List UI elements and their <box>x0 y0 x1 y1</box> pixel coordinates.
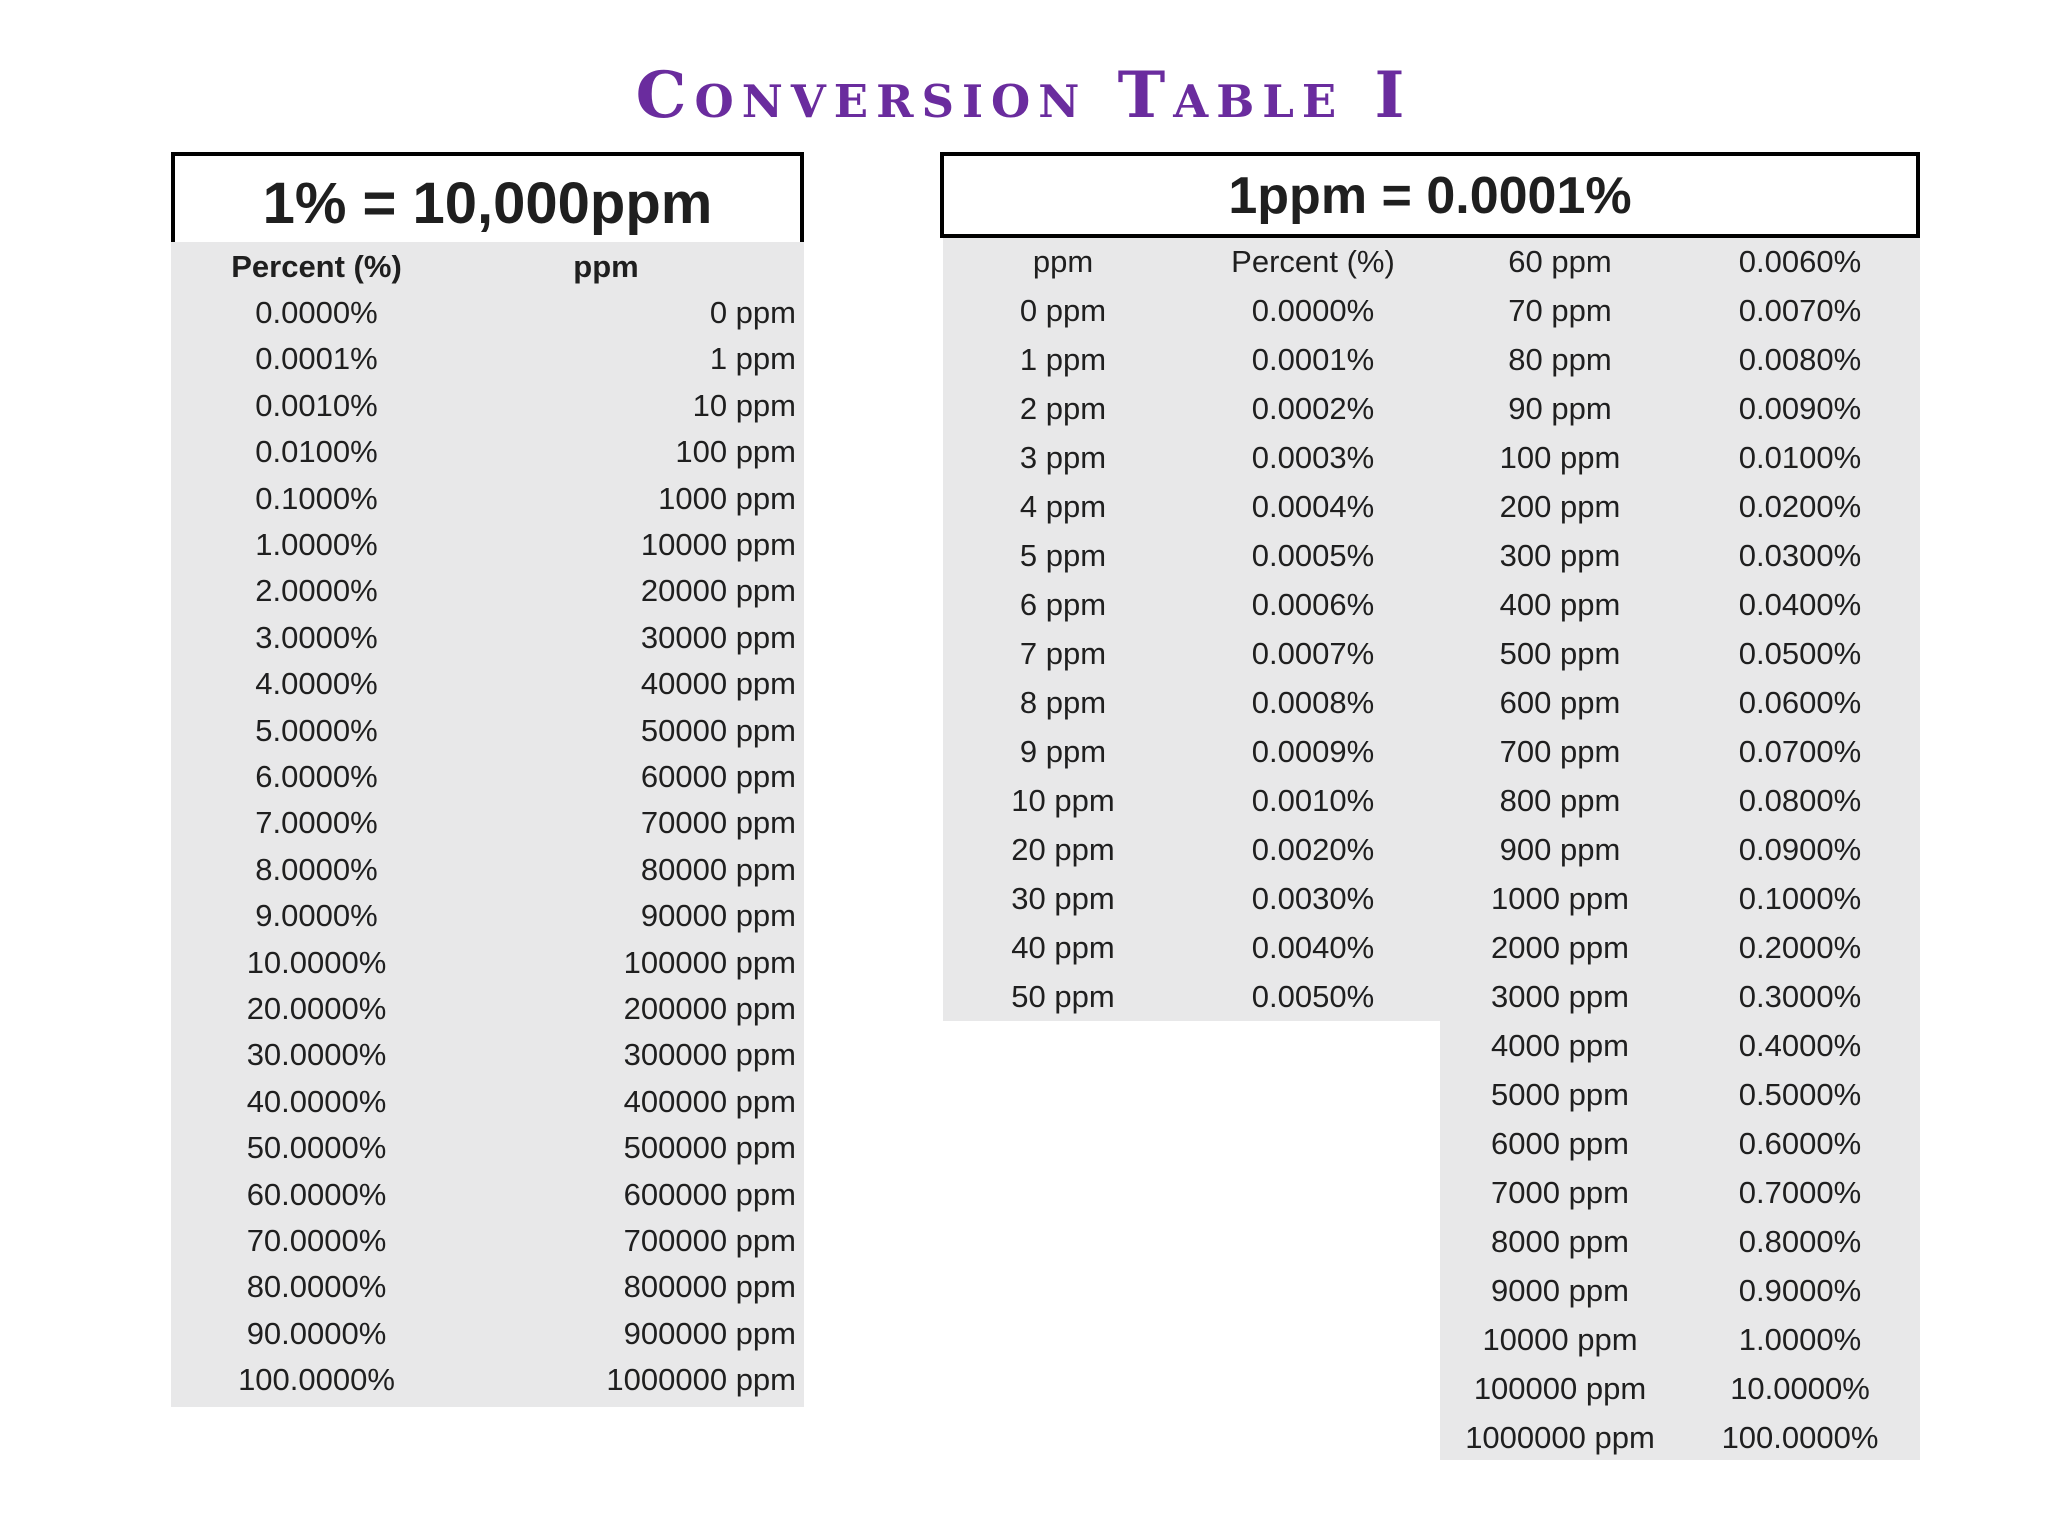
table-row <box>171 568 804 614</box>
ppm-cell: 2000 ppm <box>1491 930 1629 965</box>
percent-cell: 0.0000% <box>255 295 378 330</box>
ppm-cell: 1 ppm <box>709 341 796 377</box>
percent-cell: 0.1000% <box>1738 881 1862 916</box>
ppm-cell: 10000 ppm <box>640 527 796 562</box>
percent-cell: 7.0000% <box>255 805 378 841</box>
percent-cell: 0.0090% <box>1738 391 1862 426</box>
table-row <box>171 1079 804 1125</box>
ppm-cell: 900000 ppm <box>623 1315 796 1351</box>
percent-cell: 0.0005% <box>1251 538 1375 573</box>
percent-cell: 8.0000% <box>255 851 378 887</box>
ppm-cell: 500000 ppm <box>623 1130 796 1166</box>
ppm-cell: 100000 ppm <box>623 944 796 980</box>
ppm-cell: 0 ppm <box>1019 293 1107 328</box>
ppm-cell: 9 ppm <box>1019 734 1107 769</box>
ppm-cell: 20000 ppm <box>640 573 796 609</box>
ppm-cell: 10000 ppm <box>1482 1322 1638 1357</box>
percent-cell: 1.0000% <box>1738 1322 1862 1357</box>
percent-cell: 60.0000% <box>246 1176 387 1212</box>
table-row <box>171 290 804 336</box>
percent-cell: 0.0001% <box>1251 342 1375 377</box>
percent-cell: 0.0000% <box>1251 293 1375 328</box>
ppm-cell: 60000 ppm <box>640 759 796 794</box>
table-row <box>171 476 804 522</box>
ppm-cell: 1 ppm <box>1019 342 1107 377</box>
ppm-cell: 90 ppm <box>1508 391 1612 426</box>
table-row <box>171 800 804 846</box>
ppm-cell: 700 ppm <box>1499 734 1621 769</box>
percent-cell: 0.0800% <box>1738 783 1862 818</box>
percent-cell: 20.0000% <box>246 991 387 1026</box>
percent-cell: 0.0500% <box>1738 636 1862 671</box>
percent-cell: 2.0000% <box>255 573 378 609</box>
percent-cell: 100.0000% <box>238 1362 395 1398</box>
percent-cell: 0.6000% <box>1738 1126 1862 1161</box>
ppm-cell: 90000 ppm <box>640 898 796 934</box>
percent-cell: 0.0100% <box>1738 440 1862 475</box>
percent-cell: 0.0009% <box>1251 734 1375 769</box>
left-table-heading: 1% = 10,000ppm <box>171 152 804 242</box>
ppm-cell: 800000 ppm <box>623 1269 796 1305</box>
percent-cell: 0.0300% <box>1738 538 1862 573</box>
ppm-cell: 50 ppm <box>1011 979 1115 1014</box>
ppm-cell: 200000 ppm <box>623 991 796 1026</box>
percent-cell: 0.0600% <box>1738 685 1862 720</box>
table-row <box>171 893 804 939</box>
percent-cell: 0.0004% <box>1251 489 1375 524</box>
table-row <box>171 708 804 754</box>
ppm-cell: 7 ppm <box>1019 636 1107 671</box>
table-row <box>171 429 804 475</box>
percent-cell: 80.0000% <box>246 1269 387 1305</box>
percent-cell: 5.0000% <box>255 712 378 748</box>
ppm-cell: 60 ppm <box>1508 244 1612 279</box>
percent-cell: 0.0200% <box>1738 489 1862 524</box>
ppm-cell: 700000 ppm <box>623 1223 796 1258</box>
left-table-header-row <box>171 244 804 290</box>
percent-cell: 70.0000% <box>246 1223 387 1258</box>
table-row <box>171 1264 804 1310</box>
ppm-cell: 40000 ppm <box>640 666 796 702</box>
ppm-cell: 100 ppm <box>1499 440 1621 475</box>
ppm-cell: 40 ppm <box>1011 930 1115 965</box>
ppm-cell: 7000 ppm <box>1491 1175 1629 1210</box>
percent-cell: 0.0900% <box>1738 832 1862 867</box>
ppm-cell: 800 ppm <box>1499 783 1621 818</box>
ppm-cell: 3000 ppm <box>1491 979 1629 1014</box>
table-row <box>171 615 804 661</box>
ppm-cell: 80 ppm <box>1508 342 1612 377</box>
ppm-cell: 8000 ppm <box>1491 1224 1629 1259</box>
ppm-cell: 70000 ppm <box>640 805 796 841</box>
table-row <box>171 383 804 429</box>
ppm-cell: 4000 ppm <box>1491 1028 1629 1063</box>
percent-cell: 50.0000% <box>246 1130 387 1166</box>
ppm-cell: 70 ppm <box>1508 293 1612 328</box>
percent-cell: 0.0080% <box>1738 342 1862 377</box>
percent-cell: 6.0000% <box>255 759 378 794</box>
table-row <box>171 522 804 568</box>
percent-cell: 0.0006% <box>1251 587 1375 622</box>
ppm-cell: 200 ppm <box>1499 489 1621 524</box>
table-row <box>171 847 804 893</box>
ppm-cell: 9000 ppm <box>1491 1273 1629 1308</box>
table-row <box>171 940 804 986</box>
ppm-cell: 400 ppm <box>1499 587 1621 622</box>
percent-cell: 0.0050% <box>1251 979 1375 1014</box>
table-row <box>171 1172 804 1218</box>
percent-cell: 0.0002% <box>1251 391 1375 426</box>
right-col-ppm-header: ppm <box>1032 244 1094 279</box>
ppm-cell: 30000 ppm <box>640 619 796 655</box>
ppm-cell: 400000 ppm <box>623 1083 796 1119</box>
ppm-cell: 100 ppm <box>675 434 796 470</box>
percent-cell: 90.0000% <box>246 1315 387 1351</box>
ppm-cell: 900 ppm <box>1499 832 1621 867</box>
table-row <box>171 986 804 1032</box>
percent-cell: 100.0000% <box>1721 1420 1879 1455</box>
ppm-cell: 8 ppm <box>1019 685 1107 720</box>
table-row <box>171 1357 804 1403</box>
ppm-cell: 20 ppm <box>1011 832 1115 867</box>
ppm-cell: 1000 ppm <box>658 480 796 516</box>
percent-cell: 0.4000% <box>1738 1028 1862 1063</box>
percent-cell: 0.0700% <box>1738 734 1862 769</box>
percent-cell: 0.0030% <box>1251 881 1375 916</box>
percent-cell: 0.0060% <box>1738 244 1862 279</box>
percent-cell: 1.0000% <box>255 527 378 562</box>
table-row <box>171 336 804 382</box>
ppm-cell: 300 ppm <box>1499 538 1621 573</box>
percent-cell: 0.0070% <box>1738 293 1862 328</box>
ppm-cell: 600000 ppm <box>623 1176 796 1212</box>
percent-cell: 0.1000% <box>255 480 378 516</box>
percent-cell: 0.5000% <box>1738 1077 1862 1112</box>
ppm-cell: 5000 ppm <box>1491 1077 1629 1112</box>
ppm-cell: 1000 ppm <box>1491 881 1629 916</box>
table-row <box>171 661 804 707</box>
ppm-cell: 6 ppm <box>1019 587 1107 622</box>
percent-cell: 10.0000% <box>1730 1371 1870 1406</box>
percent-cell: 30.0000% <box>246 1037 387 1073</box>
right-table-heading: 1ppm = 0.0001% <box>940 152 1920 238</box>
percent-cell: 4.0000% <box>255 666 378 702</box>
table-row <box>171 754 804 800</box>
page-title: Conversion Table I <box>635 58 1413 133</box>
percent-cell: 0.3000% <box>1738 979 1862 1014</box>
ppm-cell: 1000000 ppm <box>606 1362 796 1398</box>
percent-cell: 0.9000% <box>1738 1273 1862 1308</box>
table-row <box>171 1311 804 1357</box>
table-row <box>171 1125 804 1171</box>
percent-cell: 0.0008% <box>1251 685 1375 720</box>
left-col-percent-header: Percent (%) <box>231 249 402 284</box>
ppm-cell: 30 ppm <box>1011 881 1115 916</box>
percent-cell: 0.2000% <box>1738 930 1862 965</box>
ppm-cell: 5 ppm <box>1019 538 1107 573</box>
percent-cell: 0.0400% <box>1738 587 1862 622</box>
percent-cell: 10.0000% <box>246 944 387 980</box>
ppm-cell: 50000 ppm <box>640 712 796 748</box>
right-col-percent-header: Percent (%) <box>1231 244 1395 279</box>
ppm-cell: 6000 ppm <box>1491 1126 1629 1161</box>
percent-cell: 0.7000% <box>1738 1175 1862 1210</box>
percent-cell: 0.0007% <box>1251 636 1375 671</box>
table-row <box>171 1218 804 1264</box>
percent-cell: 0.0010% <box>1251 783 1375 818</box>
ppm-cell: 10 ppm <box>692 387 796 423</box>
percent-cell: 3.0000% <box>255 619 378 655</box>
percent-cell: 0.0040% <box>1251 930 1375 965</box>
ppm-cell: 600 ppm <box>1499 685 1621 720</box>
ppm-cell: 0 ppm <box>709 295 796 330</box>
percent-cell: 40.0000% <box>246 1083 387 1119</box>
ppm-cell: 80000 ppm <box>640 851 796 887</box>
percent-cell: 0.0100% <box>255 434 378 470</box>
percent-cell: 9.0000% <box>255 898 378 934</box>
ppm-cell: 3 ppm <box>1019 440 1107 475</box>
percent-cell: 0.0020% <box>1251 832 1375 867</box>
percent-cell: 0.0010% <box>255 387 378 423</box>
ppm-cell: 100000 ppm <box>1473 1371 1647 1406</box>
percent-cell: 0.8000% <box>1738 1224 1862 1259</box>
ppm-cell: 300000 ppm <box>623 1037 796 1073</box>
ppm-cell: 10 ppm <box>1011 783 1115 818</box>
ppm-cell: 500 ppm <box>1499 636 1621 671</box>
ppm-cell: 2 ppm <box>1019 391 1107 426</box>
ppm-cell: 1000000 ppm <box>1465 1420 1655 1455</box>
left-col-ppm-header: ppm <box>573 249 639 284</box>
ppm-cell: 4 ppm <box>1019 489 1107 524</box>
percent-cell: 0.0003% <box>1251 440 1375 475</box>
percent-cell: 0.0001% <box>255 341 378 377</box>
table-row <box>171 1032 804 1078</box>
left-table <box>171 242 804 1407</box>
